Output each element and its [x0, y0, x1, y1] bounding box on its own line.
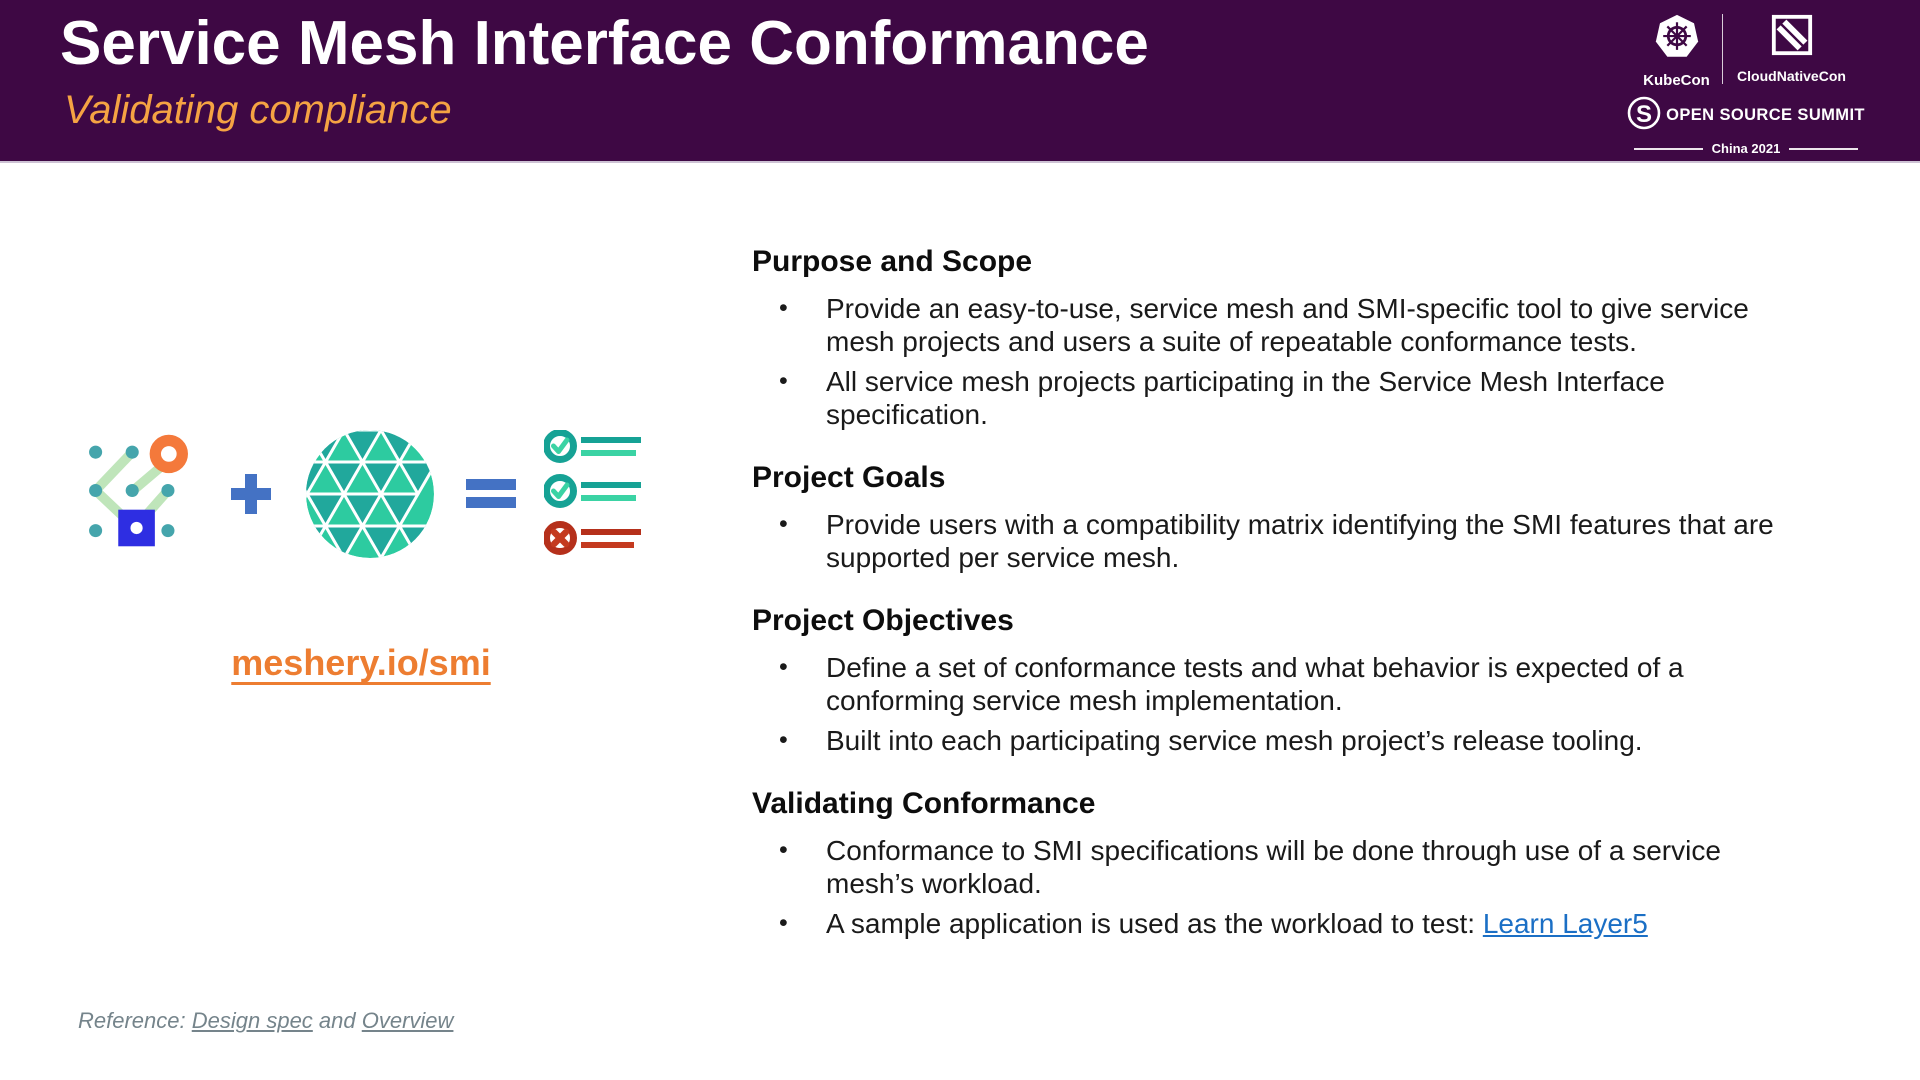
- bullet-item: [752, 292, 1791, 358]
- event-line-left: [1634, 148, 1703, 150]
- section-heading: Purpose and Scope: [752, 245, 1033, 278]
- bullet-marker: •: [779, 726, 788, 754]
- graph-orange-node: [155, 440, 182, 467]
- section-purpose-and-scope: [752, 245, 1791, 431]
- reference-prefix: Reference:: [78, 1008, 192, 1033]
- event-line-right: [1789, 148, 1858, 150]
- kubecon-cloudnativecon-row: [1634, 12, 1858, 89]
- section-heading: Project Objectives: [752, 604, 1014, 637]
- graph-blue-node-center: [130, 522, 142, 534]
- overview-link[interactable]: Overview: [361, 1008, 454, 1033]
- open-source-summit-s-icon: [1627, 94, 1661, 137]
- bullet-marker: •: [779, 510, 788, 538]
- bullet-text: Conformance to SMI specifications will be done through use of a service mesh’s workload.: [826, 835, 1721, 899]
- meshery-link-row: [78, 642, 644, 684]
- bullet-text: Provide an easy-to-use, service mesh and SMI-specific tool to give service mesh projects and users a suite of repeatable conformance tests.: [826, 293, 1749, 357]
- bullet-item: [752, 651, 1791, 717]
- service-mesh-sphere-icon: [304, 428, 436, 560]
- kubecon-logo: [1637, 12, 1717, 89]
- bullet-list: [752, 508, 1791, 574]
- kubecon-label: KubeCon: [1643, 72, 1710, 89]
- smi-network-graph-icon: [78, 433, 196, 555]
- bullet-item: [752, 834, 1791, 900]
- section-project-objectives: [752, 604, 1791, 757]
- bullet-item: [752, 724, 1791, 757]
- bullet-text: Built into each participating service mesh project’s release tooling.: [826, 725, 1643, 756]
- section-project-goals: [752, 461, 1791, 574]
- checklist-light-teal: [554, 440, 637, 498]
- section-heading: Validating Conformance: [752, 787, 1096, 820]
- equals-icon: [466, 476, 516, 512]
- open-source-summit-label: OPEN SOURCE SUMMIT: [1666, 106, 1865, 124]
- bullet-text: Define a set of conformance tests and what behavior is expected of a conforming service mesh implementation.: [826, 652, 1684, 716]
- conference-branding: [1634, 12, 1865, 156]
- meshery-smi-link[interactable]: meshery.io/smi: [231, 642, 491, 683]
- plus-icon: [226, 469, 276, 519]
- bullet-list: [752, 834, 1791, 940]
- bullet-item: [752, 907, 1791, 940]
- logo-divider: [1722, 14, 1723, 84]
- cloudnativecon-label: CloudNativeCon: [1737, 68, 1846, 84]
- slide-body-content: [752, 245, 1791, 947]
- event-label: China 2021: [1711, 141, 1781, 156]
- conformance-checklist-icon: [544, 430, 644, 558]
- reference-separator: and: [312, 1008, 362, 1033]
- bullet-marker: •: [779, 294, 788, 322]
- svg-text:S: S: [1636, 101, 1653, 128]
- reference-note: [78, 1008, 453, 1034]
- learn-layer5-link[interactable]: Learn Layer5: [1482, 908, 1648, 939]
- cloudnativecon-square-icon: [1770, 12, 1814, 63]
- bullet-marker: •: [779, 909, 788, 937]
- bullet-marker: •: [779, 836, 788, 864]
- bullet-text: Provide users with a compatibility matrix identifying the SMI features that are supported per service mesh.: [826, 509, 1774, 573]
- bullet-item: [752, 365, 1791, 431]
- section-heading: Project Goals: [752, 461, 946, 494]
- bullet-text: All service mesh projects participating in the Service Mesh Interface specification.: [826, 366, 1665, 430]
- open-source-summit-row: [1634, 94, 1865, 137]
- page-title: Service Mesh Interface Conformance: [60, 9, 1149, 78]
- bullet-item: [752, 508, 1791, 574]
- page-subtitle: Validating compliance: [64, 88, 452, 132]
- bullet-text-with-link: [826, 907, 1791, 940]
- header-banner: [0, 0, 1920, 163]
- event-row: [1634, 141, 1858, 156]
- cloudnativecon-logo: [1728, 12, 1856, 84]
- section-validating-conformance: [752, 787, 1791, 940]
- bullet-marker: •: [779, 653, 788, 681]
- smi-meshery-formula-graphic: [78, 428, 644, 560]
- bullet-marker: •: [779, 367, 788, 395]
- design-spec-link[interactable]: Design spec: [191, 1008, 313, 1033]
- mesh-dark-triangles: [304, 430, 436, 558]
- bullet-list: [752, 651, 1791, 757]
- kubernetes-helm-icon: [1654, 12, 1700, 67]
- bullet-list: [752, 292, 1791, 431]
- bullet-text: A sample application is used as the workload to test:: [826, 908, 1483, 939]
